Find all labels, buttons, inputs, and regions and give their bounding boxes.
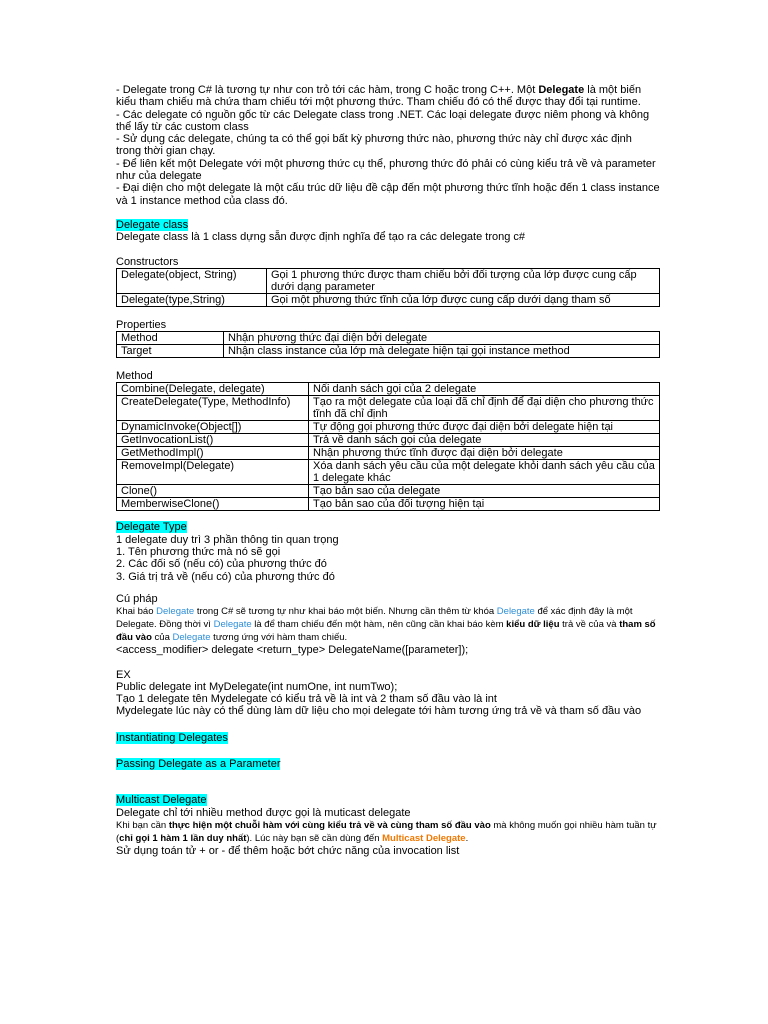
table-cell: Method bbox=[117, 332, 224, 345]
delegate-class-text: Delegate class là 1 class dựng sẵn được định nghĩa để tạo ra các delegate trong c# bbox=[116, 231, 526, 244]
table-cell: GetInvocationList() bbox=[117, 434, 309, 447]
delegate-type-line: 1. Tên phương thức mà nó sẽ gọi bbox=[116, 546, 281, 559]
constructors-table bbox=[116, 268, 660, 307]
syntax-paragraph: Khai báo Delegate trong C# sẽ tương tự như khai báo một biến. Nhưng cần thêm từ khóa Delegate để xác định đây là một Delegate. Đồng thời vì Delegate là để tham chiếu đến một hàm, nên cũng cần khai báo kèm kiểu dữ liệu trả về của và tham số đầu vào của Delegate tương ứng với hàm tham chiếu. bbox=[116, 606, 656, 644]
properties-table bbox=[116, 331, 660, 358]
delegate-type-heading: Delegate Type bbox=[116, 521, 187, 534]
intro-line-4: - Để liên kết một Delegate với một phương thức cụ thể, phương thức đó phải có cùng kiểu trả về và parameter như của delegate bbox=[116, 157, 656, 183]
constructors-heading: Constructors bbox=[116, 255, 179, 268]
table-row bbox=[117, 498, 660, 511]
syntax-code: <access_modifier> delegate <return_type> DelegateName([parameter]); bbox=[116, 644, 469, 657]
table-cell: Nhận class instance của lớp mà delegate hiện tại gọi instance method bbox=[224, 345, 660, 358]
table-cell: Tạo bản sao của đối tượng hiện tại bbox=[309, 498, 660, 511]
table-cell: Trả về danh sách gọi của delegate bbox=[309, 434, 660, 447]
delegate-type-line: 3. Giá trị trả về (nếu có) của phương thức đó bbox=[116, 570, 335, 583]
intro-line-2: - Các delegate có nguồn gốc từ các Delegate class trong .NET. Các loại delegate được niêm phong và không thể lấy từ các custom class bbox=[116, 108, 650, 133]
example-heading: EX bbox=[116, 668, 131, 681]
table-cell: GetMethodImpl() bbox=[117, 447, 309, 460]
intro-line-3: - Sử dụng các delegate, chúng ta có thể gọi bất kỳ phương thức nào, phương thức này chỉ được xác định trong thời gian chạy. bbox=[116, 133, 632, 158]
multicast-line: Delegate chỉ tới nhiều method được gọi là muticast delegate bbox=[116, 806, 411, 819]
table-row bbox=[117, 396, 660, 421]
example-line: Public delegate int MyDelegate(int numOne, int numTwo); bbox=[116, 680, 398, 693]
table-cell: Clone() bbox=[117, 485, 309, 498]
table-cell: Tạo bản sao của delegate bbox=[309, 485, 660, 498]
instantiating-heading: Instantiating Delegates bbox=[116, 731, 228, 744]
multicast-line: Sử dụng toán tử + or - để thêm hoặc bớt chức năng của invocation list bbox=[116, 844, 460, 857]
table-cell: RemoveImpl(Delegate) bbox=[117, 460, 309, 485]
table-row bbox=[117, 293, 660, 306]
document-content bbox=[116, 84, 660, 857]
table-cell: MemberwiseClone() bbox=[117, 498, 309, 511]
table-row bbox=[117, 345, 660, 358]
table-cell: Gọi một phương thức tĩnh của lớp được cung cấp dưới dạng tham số bbox=[267, 293, 660, 306]
table-cell: Delegate(object, String) bbox=[117, 268, 267, 293]
intro-line-5: - Đại diện cho một delegate là một cấu trúc dữ liệu đề cập đến một phương thức tĩnh hoặc đến 1 class instance và 1 instance method của class đó. bbox=[116, 182, 660, 207]
example-line: Tạo 1 delegate tên Mydelegate có kiểu trả về là int và 2 tham số đầu vào là int bbox=[116, 693, 497, 706]
table-row bbox=[117, 268, 660, 293]
table-cell: Combine(Delegate, delegate) bbox=[117, 383, 309, 396]
multicast-paragraph: Khi bạn cần thực hiện một chuỗi hàm với cùng kiểu trả về và cùng tham số đầu vào mà không muốn gọi nhiều hàm tuần tự (chỉ gọi 1 hàm 1 lần duy nhất). Lúc này bạn sẽ cần dùng đến Multicast Delegate. bbox=[116, 819, 657, 844]
table-cell: Xóa danh sách yêu cầu của một delegate khỏi danh sách yêu cầu của 1 delegate khác bbox=[309, 460, 660, 485]
table-row bbox=[117, 332, 660, 345]
delegate-type-line: 2. Các đối số (nếu có) của phương thức đó bbox=[116, 558, 327, 571]
delegate-class-heading: Delegate class bbox=[116, 218, 189, 231]
table-cell: Delegate(type,String) bbox=[117, 293, 267, 306]
table-row bbox=[117, 460, 660, 485]
delegate-type-line: 1 delegate duy trì 3 phần thông tin quan trọng bbox=[116, 533, 339, 546]
table-cell: DynamicInvoke(Object[]) bbox=[117, 421, 309, 434]
table-cell: Target bbox=[117, 345, 224, 358]
example-line: Mydelegate lúc này có thể dùng làm dữ liệu cho mọi delegate tới hàm tương ứng trả về và tham số đầu vào bbox=[116, 705, 642, 718]
multicast-heading: Multicast Delegate bbox=[116, 794, 207, 807]
table-cell: CreateDelegate(Type, MethodInfo) bbox=[117, 396, 309, 421]
properties-heading: Properties bbox=[116, 318, 167, 331]
table-cell: Tự động gọi phương thức được đại diện bởi delegate hiện tại bbox=[309, 421, 660, 434]
table-cell: Nối danh sách gọi của 2 delegate bbox=[309, 383, 660, 396]
table-row bbox=[117, 447, 660, 460]
table-row bbox=[117, 485, 660, 498]
methods-heading: Method bbox=[116, 370, 153, 383]
table-cell: Nhận phương thức đại diện bởi delegate bbox=[224, 332, 660, 345]
intro-line-1: - Delegate trong C# là tương tự như con trỏ tới các hàm, trong C hoặc trong C++. Một Delegate là một biến kiểu tham chiếu mà chứa tham chiếu tới một phương thức. Tham chiếu đó có thể được thay đổi tại runtime. bbox=[116, 84, 642, 109]
table-cell: Nhận phương thức tĩnh được đại diện bởi delegate bbox=[309, 447, 660, 460]
table-cell: Gọi 1 phương thức được tham chiếu bởi đối tượng của lớp được cung cấp dưới dạng parameter bbox=[267, 268, 660, 293]
syntax-heading: Cú pháp bbox=[116, 592, 158, 605]
table-row bbox=[117, 383, 660, 396]
table-row bbox=[117, 434, 660, 447]
table-cell: Tạo ra một delegate của loại đã chỉ định để đại diện cho phương thức tĩnh đã chỉ định bbox=[309, 396, 660, 421]
table-row bbox=[117, 421, 660, 434]
methods-table bbox=[116, 382, 660, 511]
passing-heading: Passing Delegate as a Parameter bbox=[116, 758, 281, 771]
